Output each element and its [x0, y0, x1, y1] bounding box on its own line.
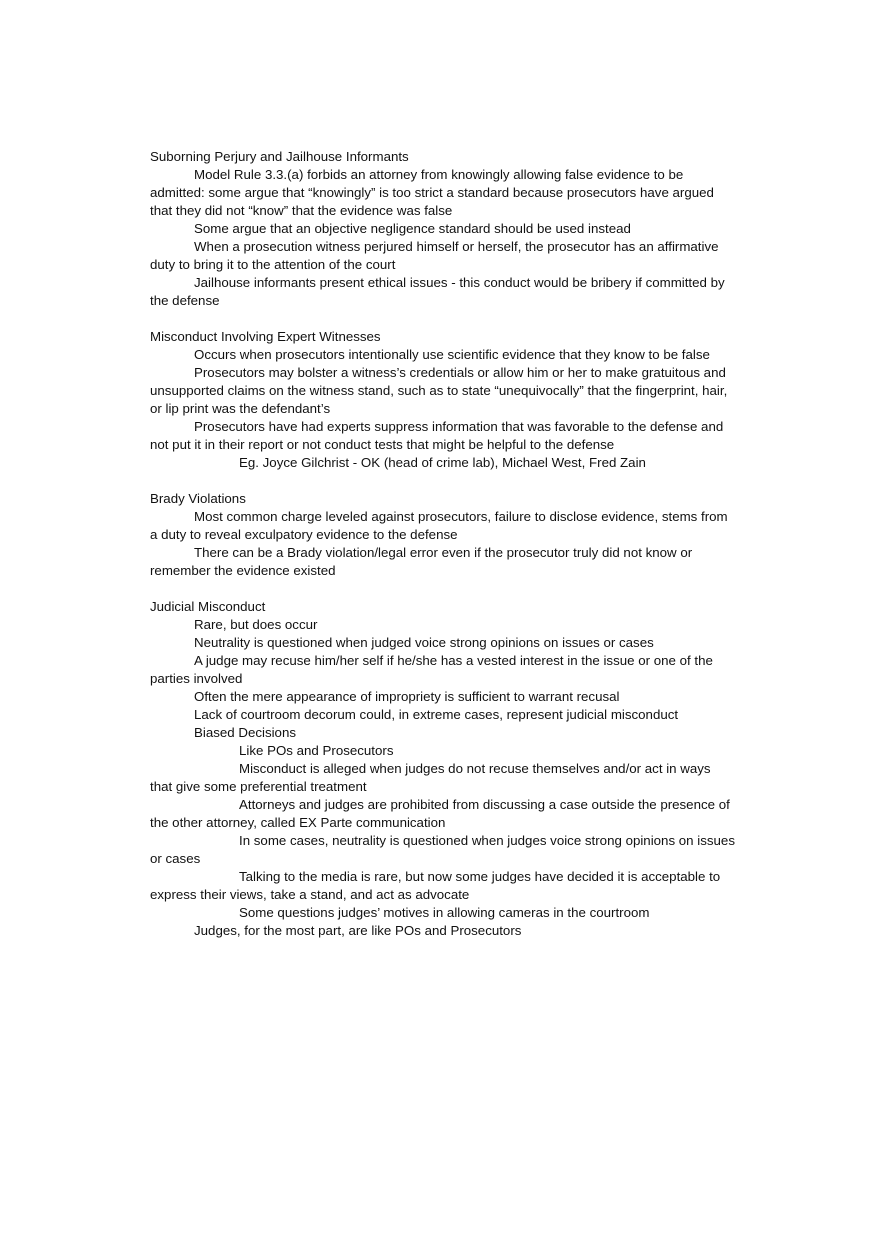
paragraph: There can be a Brady violation/legal error even if the prosecutor truly did not know or remember the evidence existed — [150, 545, 693, 578]
paragraph: Eg. Joyce Gilchrist - OK (head of crime lab), Michael West, Fred Zain — [239, 455, 646, 470]
paragraph: Attorneys and judges are prohibited from discussing a case outside the presence of the other attorney, called EX Parte communication — [150, 797, 730, 830]
paragraph: Prosecutors have had experts suppress information that was favorable to the defense and not put it in their report or not conduct tests that might be helpful to the defense — [150, 419, 724, 452]
section-heading: Judicial Misconduct — [150, 599, 266, 614]
paragraph: Prosecutors may bolster a witness’s credentials or allow him or her to make gratuitous and unsupported claims on the witness stand, such as to state “unequivocally” that the fingerprint, hair, or lip print was the defendant’s — [150, 365, 728, 416]
paragraph: Jailhouse informants present ethical issues - this conduct would be bribery if committed by the defense — [150, 275, 725, 308]
paragraph: Judges, for the most part, are like POs and Prosecutors — [194, 923, 522, 938]
paragraph: Talking to the media is rare, but now some judges have decided it is acceptable to express their views, take a stand, and act as advocate — [150, 869, 721, 902]
paragraph: A judge may recuse him/her self if he/she has a vested interest in the issue or one of the parties involved — [150, 653, 713, 686]
paragraph: When a prosecution witness perjured himself or herself, the prosecutor has an affirmative duty to bring it to the attention of the court — [150, 239, 719, 272]
paragraph: Some questions judges’ motives in allowing cameras in the courtroom — [239, 905, 650, 920]
document-body — [150, 148, 735, 940]
paragraph: Some argue that an objective negligence standard should be used instead — [194, 221, 631, 236]
paragraph: Model Rule 3.3.(a) forbids an attorney from knowingly allowing false evidence to be admitted: some argue that “knowingly” is too strict a standard because prosecutors have argued that they did not “know” that the evidence was false — [150, 167, 714, 218]
section-heading: Brady Violations — [150, 491, 246, 506]
paragraph: Neutrality is questioned when judged voice strong opinions on issues or cases — [194, 635, 654, 650]
paragraph: In some cases, neutrality is questioned when judges voice strong opinions on issues or cases — [150, 833, 735, 866]
paragraph: Like POs and Prosecutors — [239, 743, 394, 758]
paragraph: Misconduct is alleged when judges do not recuse themselves and/or act in ways that give some preferential treatment — [150, 761, 711, 794]
paragraph: Biased Decisions — [194, 725, 296, 740]
paragraph: Lack of courtroom decorum could, in extreme cases, represent judicial misconduct — [194, 707, 679, 722]
section-expert-witnesses — [150, 328, 735, 472]
paragraph: Occurs when prosecutors intentionally use scientific evidence that they know to be false — [194, 347, 710, 362]
section-brady-violations — [150, 490, 735, 580]
paragraph: Rare, but does occur — [194, 617, 318, 632]
paragraph: Often the mere appearance of impropriety is sufficient to warrant recusal — [194, 689, 620, 704]
paragraph: Most common charge leveled against prosecutors, failure to disclose evidence, stems from a duty to reveal exculpatory evidence to the defense — [150, 509, 728, 542]
section-heading: Suborning Perjury and Jailhouse Informants — [150, 149, 409, 164]
section-heading: Misconduct Involving Expert Witnesses — [150, 329, 381, 344]
section-judicial-misconduct — [150, 598, 735, 940]
section-suborning-perjury — [150, 148, 735, 310]
